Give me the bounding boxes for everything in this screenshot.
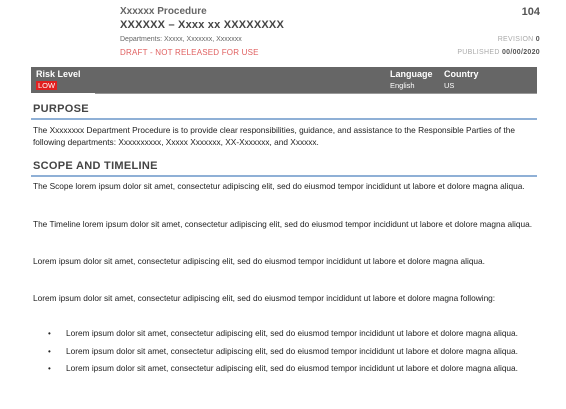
revision-info bbox=[498, 36, 540, 43]
list-item-text: Lorem ipsum dolor sit amet, consectetur adipiscing elit, sed do eiusmod tempor incididunt ut labore et dolore magna aliqua. bbox=[66, 328, 518, 338]
scope-heading: SCOPE AND TIMELINE bbox=[33, 160, 158, 172]
risk-level-label: Risk Level bbox=[36, 69, 81, 79]
timeline-paragraph: The Timeline lorem ipsum dolor sit amet, consectetur adipiscing elit, sed do eiusmod tempor incididunt ut labore et dolore magna aliqua. bbox=[33, 219, 532, 229]
list-item bbox=[48, 363, 533, 375]
revision-label: REVISION bbox=[497, 36, 534, 43]
procedure-number: 104 bbox=[521, 6, 540, 18]
meta-bar-underline bbox=[95, 93, 537, 94]
scope-paragraph: The Scope lorem ipsum dolor sit amet, consectetur adipiscing elit, sed do eiusmod tempor incididunt ut labore et dolore magna aliqua. bbox=[33, 181, 525, 191]
published-value: 00/00/2020 bbox=[501, 49, 540, 56]
country-value: US bbox=[444, 81, 455, 90]
list-item bbox=[48, 346, 533, 358]
purpose-text: The Xxxxxxxx Department Procedure is to provide clear responsibilities, guidance, and assistance to the Responsible Parties of the following departments: Xxxxxxxxxx, Xxxxx Xxxxxxx, XX-Xxxxxxx, and Xxxxxx. bbox=[33, 125, 515, 147]
bullet-icon: • bbox=[48, 364, 51, 373]
language-value: English bbox=[390, 81, 415, 90]
published-info bbox=[457, 49, 540, 56]
risk-level-value: LOW bbox=[38, 81, 56, 90]
body-paragraph: Lorem ipsum dolor sit amet, consectetur adipiscing elit, sed do eiusmod tempor incididunt ut labore et dolore magna aliqua. bbox=[33, 256, 485, 266]
list-item-text: Lorem ipsum dolor sit amet, consectetur adipiscing elit, sed do eiusmod tempor incididunt ut labore et dolore magna aliqua. bbox=[66, 363, 518, 373]
draft-status: DRAFT - NOT RELEASED FOR USE bbox=[120, 48, 259, 57]
list-item-text: Lorem ipsum dolor sit amet, consectetur adipiscing elit, sed do eiusmod tempor incididunt ut labore et dolore magna aliqua. bbox=[66, 345, 518, 356]
scope-rule bbox=[31, 175, 537, 177]
published-label: PUBLISHED bbox=[457, 49, 500, 56]
purpose-heading: PURPOSE bbox=[33, 103, 89, 115]
language-label: Language bbox=[390, 69, 433, 79]
country-label: Country bbox=[444, 69, 479, 79]
purpose-rule bbox=[31, 118, 537, 120]
revision-value: 0 bbox=[535, 36, 540, 43]
departments-line: Departments: Xxxxx, Xxxxxxx, Xxxxxxx bbox=[120, 36, 242, 43]
procedure-label: Xxxxxx Procedure bbox=[120, 6, 207, 17]
procedure-subtitle: XXXXXX – Xxxx xx XXXXXXXX bbox=[120, 19, 284, 31]
document-header bbox=[120, 6, 540, 62]
bullet-list bbox=[48, 328, 533, 381]
list-item bbox=[48, 328, 533, 340]
bullet-icon: • bbox=[48, 329, 51, 338]
bullet-icon: • bbox=[48, 346, 51, 356]
meta-bar bbox=[31, 67, 537, 93]
body-paragraph: Lorem ipsum dolor sit amet, consectetur adipiscing elit, sed do eiusmod tempor incididunt ut labore et dolore magna following: bbox=[33, 293, 496, 303]
